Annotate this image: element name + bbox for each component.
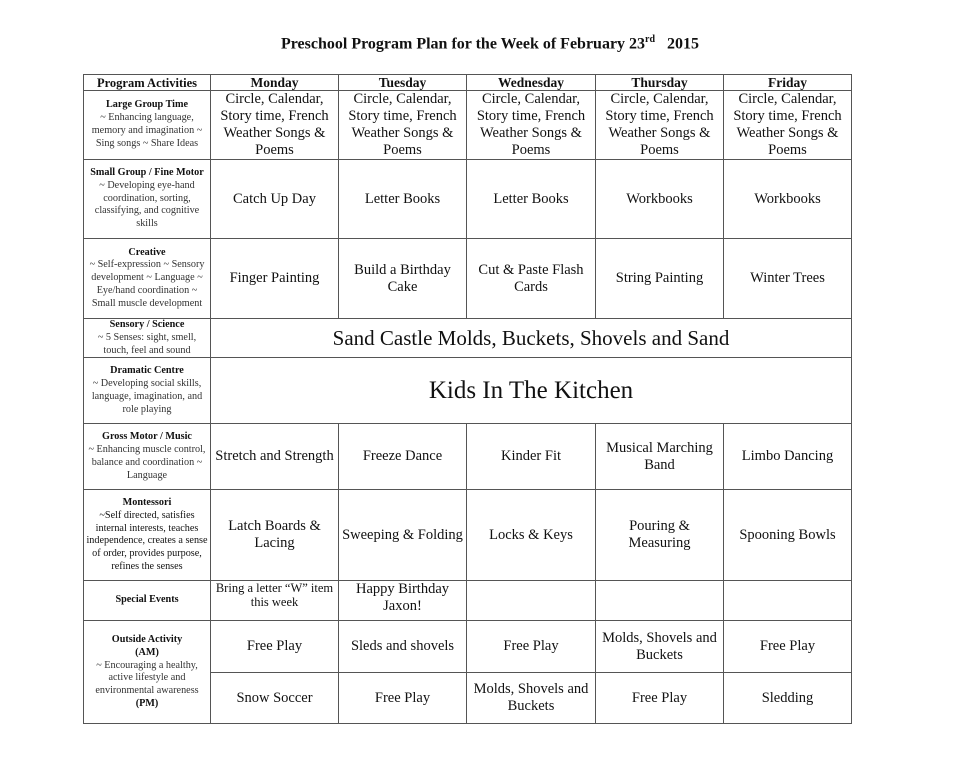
cell: Cut & Paste Flash Cards xyxy=(467,239,596,319)
cell: Circle, Calendar, Story time, French Weather Songs & Poems xyxy=(339,91,467,160)
cell: Sleds and shovels xyxy=(339,621,467,673)
row-gross-motor xyxy=(84,424,852,490)
cell: Free Play xyxy=(596,673,724,724)
activity-name: Special Events xyxy=(115,594,179,606)
row-label xyxy=(84,239,211,319)
row-outside-am xyxy=(84,621,852,673)
cell xyxy=(724,581,852,621)
activity-desc: ~ 5 Senses: sight, smell, touch, feel and sound xyxy=(97,331,197,356)
cell: Winter Trees xyxy=(724,239,852,319)
cell: Free Play xyxy=(339,673,467,724)
activity-name: Large Group Time xyxy=(105,99,189,111)
row-dramatic xyxy=(84,358,852,424)
cell: Happy Birthday Jaxon! xyxy=(339,581,467,621)
row-label xyxy=(84,319,211,358)
cell: Letter Books xyxy=(467,160,596,239)
row-label xyxy=(84,424,211,490)
cell: Sledding xyxy=(724,673,852,724)
cell: Snow Soccer xyxy=(211,673,339,724)
row-sensory xyxy=(84,319,852,358)
header-thursday: Thursday xyxy=(596,75,724,91)
cell: Locks & Keys xyxy=(467,490,596,581)
all-week-cell: Sand Castle Molds, Buckets, Shovels and Sand xyxy=(211,319,852,358)
activity-desc: ~ Developing social skills, language, imagination, and role playing xyxy=(91,378,203,415)
cell: Limbo Dancing xyxy=(724,424,852,490)
title-year: 2015 xyxy=(667,35,700,53)
cell: Workbooks xyxy=(724,160,852,239)
am-label: (AM) xyxy=(135,646,159,658)
cell: Circle, Calendar, Story time, French Weather Songs & Poems xyxy=(467,91,596,160)
activity-desc: ~ Self-expression ~ Sensory development ~ Language ~ Eye/hand coordination ~ Small muscle development xyxy=(89,259,205,309)
page-title xyxy=(0,34,980,53)
cell: Musical Marching Band xyxy=(596,424,724,490)
cell: Finger Painting xyxy=(211,239,339,319)
cell: String Painting xyxy=(596,239,724,319)
row-small-group xyxy=(84,160,852,239)
activity-desc: ~ Enhancing language, memory and imagination ~ Sing songs ~ Share Ideas xyxy=(91,112,203,149)
cell: Bring a letter “W” item this week xyxy=(211,581,339,621)
activity-name: Creative xyxy=(128,246,166,258)
row-label xyxy=(84,581,211,621)
activity-name: Small Group / Fine Motor xyxy=(90,167,204,178)
activity-desc: ~ Enhancing muscle control, balance and coordination ~ Language xyxy=(88,444,206,481)
cell: Sweeping & Folding xyxy=(339,490,467,581)
row-label xyxy=(84,490,211,581)
cell: Workbooks xyxy=(596,160,724,239)
activity-desc: ~ Developing eye-hand coordination, sorting, classifying, and cognitive skills xyxy=(94,179,200,230)
activity-desc: ~ Encouraging a healthy, active lifestyle and environmental awareness xyxy=(95,659,199,697)
title-text: Preschool Program Plan for the Week of February 23 xyxy=(280,35,646,53)
cell: Latch Boards & Lacing xyxy=(211,490,339,581)
cell: Circle, Calendar, Story time, French Weather Songs & Poems xyxy=(596,91,724,160)
cell: Free Play xyxy=(724,621,852,673)
row-large-group xyxy=(84,91,852,160)
cell xyxy=(467,581,596,621)
header-tuesday: Tuesday xyxy=(339,75,467,91)
cell: Kinder Fit xyxy=(467,424,596,490)
header-monday: Monday xyxy=(211,75,339,91)
activity-name: Dramatic Centre xyxy=(110,365,184,377)
activity-name: Montessori xyxy=(122,497,172,508)
activity-desc: ~Self directed, satisfies internal interests, teaches independence, creates a sense of order, provides purpose, refines the senses xyxy=(86,509,208,572)
activity-name: Outside Activity xyxy=(111,634,183,645)
cell: Letter Books xyxy=(339,160,467,239)
activity-name: Sensory / Science xyxy=(109,319,185,330)
cell: Stretch and Strength xyxy=(211,424,339,490)
title-sup: rd xyxy=(645,34,656,45)
header-program-activities: Program Activities xyxy=(84,75,211,91)
cell: Freeze Dance xyxy=(339,424,467,490)
all-week-cell: Kids In The Kitchen xyxy=(211,358,852,424)
row-label xyxy=(84,621,211,724)
header-row xyxy=(84,75,852,91)
cell: Spooning Bowls xyxy=(724,490,852,581)
row-special-events xyxy=(84,581,852,621)
cell: Free Play xyxy=(211,621,339,673)
cell: Molds, Shovels and Buckets xyxy=(596,621,724,673)
header-friday: Friday xyxy=(724,75,852,91)
cell: Pouring & Measuring xyxy=(596,490,724,581)
row-label xyxy=(84,358,211,424)
cell: Circle, Calendar, Story time, French Weather Songs & Poems xyxy=(211,91,339,160)
row-label xyxy=(84,160,211,239)
program-plan-table xyxy=(83,74,852,724)
pm-label: (PM) xyxy=(135,697,159,709)
cell xyxy=(596,581,724,621)
cell: Catch Up Day xyxy=(211,160,339,239)
cell: Circle, Calendar, Story time, French Weather Songs & Poems xyxy=(724,91,852,160)
activity-name: Gross Motor / Music xyxy=(102,431,192,443)
row-label xyxy=(84,91,211,160)
header-wednesday: Wednesday xyxy=(467,75,596,91)
cell: Molds, Shovels and Buckets xyxy=(467,673,596,724)
row-montessori xyxy=(84,490,852,581)
cell: Build a Birthday Cake xyxy=(339,239,467,319)
cell: Free Play xyxy=(467,621,596,673)
row-creative xyxy=(84,239,852,319)
